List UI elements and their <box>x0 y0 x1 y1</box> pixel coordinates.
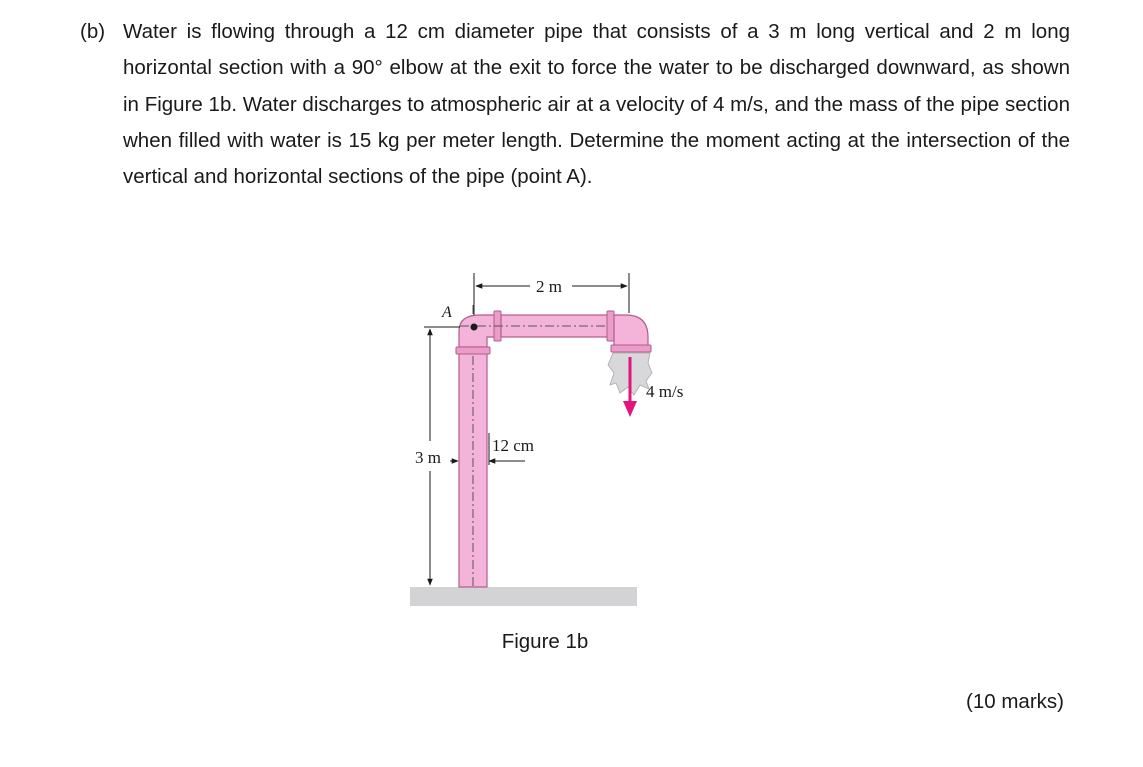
velocity-label: 4 m/s <box>646 382 684 401</box>
pipe-diagram <box>400 265 684 615</box>
flange-exit-side <box>607 311 614 341</box>
flange-exit-bottom <box>611 345 651 352</box>
elbow-exit <box>614 315 648 347</box>
question-text: Water is flowing through a 12 cm diameter pipe that consists of a 3 m long vertical and 2 m long horizontal section with a 90° elbow at the exit to force the water to be discharged downward, as shown in Figure 1b. Water discharges to atmospheric air at a velocity of 4 m/s, and the mass of the pipe section when filled with water is 15 kg per meter length. Determine the moment acting at the intersection of the vertical and horizontal sections of the pipe (point A). <box>123 20 1070 189</box>
dim-12cm-label: 12 cm <box>492 436 535 455</box>
point-a-dot <box>471 324 478 331</box>
pipe-figure <box>400 265 684 615</box>
figure-caption: Figure 1b <box>501 630 589 653</box>
dim-2m-label: 2 m <box>536 277 562 296</box>
velocity-arrow-head <box>623 401 637 417</box>
ground-slab <box>410 587 637 606</box>
question-label: (b) <box>80 20 106 43</box>
marks-label: (10 marks) <box>966 690 1064 713</box>
dim-3m-label: 3 m <box>415 448 441 467</box>
question-block <box>80 14 1070 195</box>
flange-a-bottom <box>456 347 490 354</box>
point-a-label: A <box>442 304 452 321</box>
